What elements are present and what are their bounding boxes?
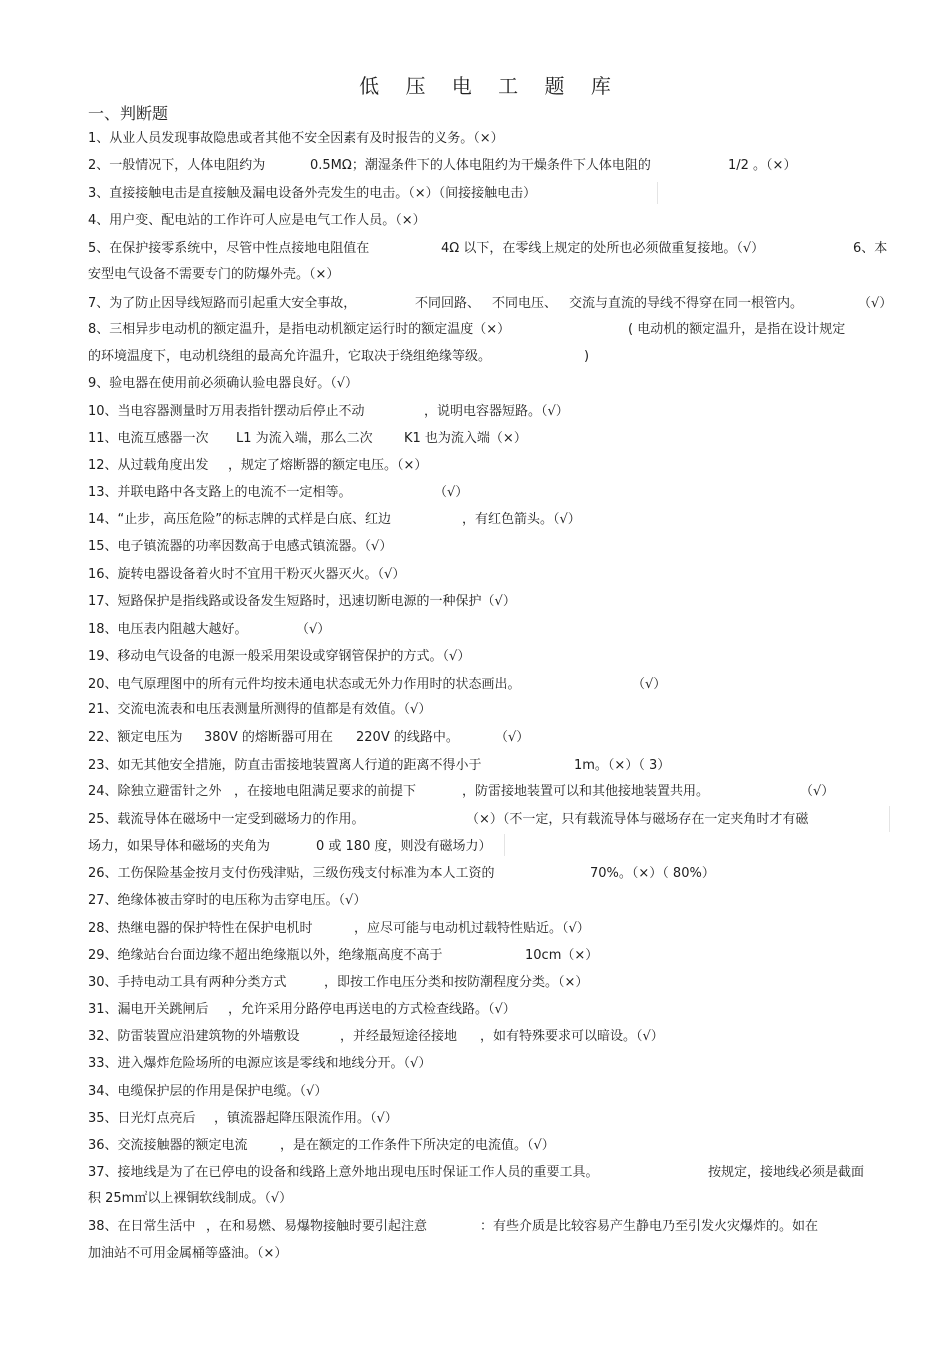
question-10-part-a: 10、当电容器测量时万用表指针摆动后停止不动: [88, 404, 365, 419]
question-7-part-a: 7、为了防止因导线短路而引起重大安全事故，: [88, 296, 357, 311]
question-23-part-a: 23、如无其他安全措施，防直击雷接地装置离人行道的距离不得小于: [88, 758, 482, 773]
question-11: [88, 431, 888, 447]
question-37-continued: 积 25m㎡以上裸铜软线制成。（√）: [88, 1191, 293, 1206]
question-21: 21、交流电流表和电压表测量所测得的值都是有效值。（√）: [88, 702, 432, 717]
question-36-part-a: 36、交流接触器的额定电流: [88, 1138, 248, 1153]
question-25-part-a: 25、载流导体在磁场中一定受到磁场力的作用。: [88, 812, 365, 827]
question-20-part-b: （√）: [632, 677, 667, 692]
question-13: [88, 485, 888, 501]
question-24: [88, 784, 888, 800]
question-8-part-c: 的环境温度下，电动机绕组的最高允许温升，它取决于绕组绝缘等级。: [88, 349, 492, 364]
question-24-part-b: ，在接地电阻满足要求的前提下: [234, 784, 417, 799]
question-25-continued: [88, 839, 888, 855]
question-7-part-d: 交流与直流的导线不得穿在同一根管内。: [569, 296, 804, 311]
question-22: [88, 730, 888, 746]
question-10-part-b: ，说明电容器短路。（√）: [424, 404, 569, 419]
question-32: [88, 1029, 888, 1045]
question-32-part-b: ，并经最短途径接地: [340, 1029, 458, 1044]
question-11-part-c: K1 也为流入端（×）: [404, 431, 527, 446]
question-28-part-b: ，应尽可能与电动机过载特性贴近。（√）: [354, 921, 590, 936]
question-38-part-b: ，在和易燃、易爆物接触时要引起注意: [206, 1219, 428, 1234]
question-18-part-b: （√）: [296, 622, 331, 637]
question-29-part-a: 29、绝缘站台台面边缘不超出绝缘瓶以外，绝缘瓶高度不高于: [88, 948, 443, 963]
question-37-part-a: 37、接地线是为了在已停电的设备和线路上意外地出现电压时保证工作人员的重要工具。: [88, 1165, 599, 1180]
section-heading: 一、判断题: [88, 104, 169, 123]
question-2-part-a: 2、一般情况下，人体电阻约为: [88, 158, 266, 173]
question-28: [88, 921, 888, 937]
question-31-part-a: 31、漏电开关跳闸后: [88, 1002, 209, 1017]
question-30-part-a: 30、手持电动工具有两种分类方式: [88, 975, 287, 990]
question-31: [88, 1002, 888, 1018]
question-31-part-b: ，允许采用分路停电再送电的方式检查线路。（√）: [228, 1002, 516, 1017]
question-29-part-b: 10cm（×）: [525, 948, 599, 963]
question-20-part-a: 20、电气原理图中的所有元件均按未通电状态或无外力作用时的状态画出。: [88, 677, 521, 692]
question-27: 27、绝缘体被击穿时的电压称为击穿电压。（√）: [88, 893, 367, 908]
question-25-part-d: 0 或 180 度，则没有磁场力）: [316, 839, 492, 854]
question-11-part-b: L1 为流入端，那么二次: [236, 431, 373, 446]
question-25-part-b: （×）（不一定，只有载流导体与磁场存在一定夹角时才有磁: [466, 812, 809, 827]
question-35-part-b: ，镇流器起降压限流作用。（√）: [214, 1111, 398, 1126]
question-38: [88, 1219, 888, 1235]
question-5-part-b: 4Ω 以下，在零线上规定的处所也必须做重复接地。（√）: [441, 241, 765, 256]
question-14-part-b: ，有红色箭头。（√）: [462, 512, 581, 527]
question-12: [88, 458, 888, 474]
question-25-part-c: 场力，如果导体和磁场的夹角为: [88, 839, 271, 854]
question-18: [88, 622, 888, 638]
question-30-part-b: ，即按工作电压分类和按防潮程度分类。（×）: [324, 975, 589, 990]
question-22-part-a: 22、额定电压为: [88, 730, 183, 745]
question-29: [88, 948, 888, 964]
question-14: [88, 512, 888, 528]
question-2-part-c: 1/2 。（×）: [728, 158, 797, 173]
question-1: 1、从业人员发现事故隐患或者其他不安全因素有及时报告的义务。（×）: [88, 131, 504, 146]
question-16: 16、旋转电器设备着火时不宜用干粉灭火器灭火。（√）: [88, 567, 406, 582]
document-title: 低 压 电 工 题 库: [359, 74, 621, 98]
question-32-part-a: 32、防雷装置应沿建筑物的外墙敷设: [88, 1029, 300, 1044]
question-22-part-d: （√）: [495, 730, 530, 745]
question-17: 17、短路保护是指线路或设备发生短路时，迅速切断电源的一种保护（√）: [88, 594, 516, 609]
question-7-part-c: 不同电压、: [492, 296, 558, 311]
question-8-part-a: 8、三相异步电动机的额定温升，是指电动机额定运行时的额定温度（×）: [88, 322, 511, 337]
question-25: [88, 812, 888, 828]
question-37: [88, 1165, 888, 1181]
question-35-part-a: 35、日光灯点亮后: [88, 1111, 196, 1126]
question-2: [88, 158, 888, 174]
question-19: 19、移动电气设备的电源一般采用架设或穿钢管保护的方式。（√）: [88, 649, 471, 664]
question-35: [88, 1111, 888, 1127]
question-34: 34、电缆保护层的作用是保护电缆。（√）: [88, 1084, 328, 1099]
question-5-part-a: 5、在保护接零系统中，尽管中性点接地电阻值在: [88, 241, 370, 256]
question-9: 9、验电器在使用前必须确认验电器良好。（√）: [88, 376, 359, 391]
question-26-part-a: 26、工伤保险基金按月支付伤残津贴，三级伤残支付标准为本人工资的: [88, 866, 495, 881]
question-13-part-b: （√）: [434, 485, 469, 500]
question-23-part-b: 1m。（×）（ 3）: [574, 758, 671, 773]
question-14-part-a: 14、“止步，高压危险”的标志牌的式样是白底、红边: [88, 512, 392, 527]
question-26-part-b: 70%。（×）（ 80%）: [590, 866, 715, 881]
question-24-part-c: ，防雷接地装置可以和其他接地装置共用。: [462, 784, 710, 799]
question-38-part-c: ：有些介质是比较容易产生静电乃至引发火灾爆炸的。如在: [480, 1219, 819, 1234]
question-28-part-a: 28、热继电器的保护特性在保护电机时: [88, 921, 313, 936]
question-10: [88, 404, 888, 420]
scan-artifact-line: [657, 182, 658, 204]
question-38-continued: 加油站不可用金属桶等盛油。（×）: [88, 1246, 288, 1261]
question-13-part-a: 13、并联电路中各支路上的电流不一定相等。: [88, 485, 352, 500]
question-8-part-d: ): [584, 349, 590, 364]
question-7-part-e: （√）: [858, 296, 893, 311]
question-6-continued: 安型电气设备不需要专门的防爆外壳。（×）: [88, 267, 340, 282]
question-18-part-a: 18、电压表内阻越大越好。: [88, 622, 248, 637]
question-22-part-b: 380V 的熔断器可用在: [204, 730, 333, 745]
question-22-part-c: 220V 的线路中。: [356, 730, 459, 745]
question-12-part-b: ，规定了熔断器的额定电压。（×）: [228, 458, 428, 473]
question-12-part-a: 12、从过载角度出发: [88, 458, 209, 473]
question-2-part-b: 0.5MΩ；潮湿条件下的人体电阻约为干燥条件下人体电阻的: [310, 158, 651, 173]
question-24-part-a: 24、除独立避雷针之外: [88, 784, 222, 799]
question-3: 3、直接接触电击是直接触及漏电设备外壳发生的电击。（×）（间接接触电击）: [88, 186, 537, 201]
question-30: [88, 975, 888, 991]
question-4: 4、用户变、配电站的工作许可人应是电气工作人员。（×）: [88, 213, 426, 228]
question-33: 33、进入爆炸危险场所的电源应该是零线和地线分开。（√）: [88, 1056, 432, 1071]
question-26: [88, 866, 888, 882]
question-38-part-a: 38、在日常生活中: [88, 1219, 196, 1234]
question-6-start: 6、本: [853, 241, 888, 256]
question-36-part-b: ，是在额定的工作条件下所决定的电流值。（√）: [280, 1138, 555, 1153]
question-8: [88, 322, 888, 338]
question-8-part-b: ( 电动机的额定温升，是指在设计规定: [628, 322, 846, 337]
question-23: [88, 758, 888, 774]
question-11-part-a: 11、电流互感器一次: [88, 431, 209, 446]
question-32-part-c: ，如有特殊要求可以暗设。（√）: [480, 1029, 664, 1044]
question-15: 15、电子镇流器的功率因数高于电感式镇流器。（√）: [88, 539, 393, 554]
question-24-part-d: （√）: [800, 784, 835, 799]
question-7: [88, 296, 893, 312]
question-20: [88, 677, 888, 693]
scan-artifact-line: [504, 834, 505, 856]
question-36: [88, 1138, 888, 1154]
question-37-part-b: 按规定，接地线必须是截面: [708, 1165, 865, 1180]
scan-artifact-line: [889, 806, 890, 832]
question-7-part-b: 不同回路、: [415, 296, 481, 311]
question-5: [88, 241, 888, 257]
question-8-continued: [88, 349, 888, 365]
